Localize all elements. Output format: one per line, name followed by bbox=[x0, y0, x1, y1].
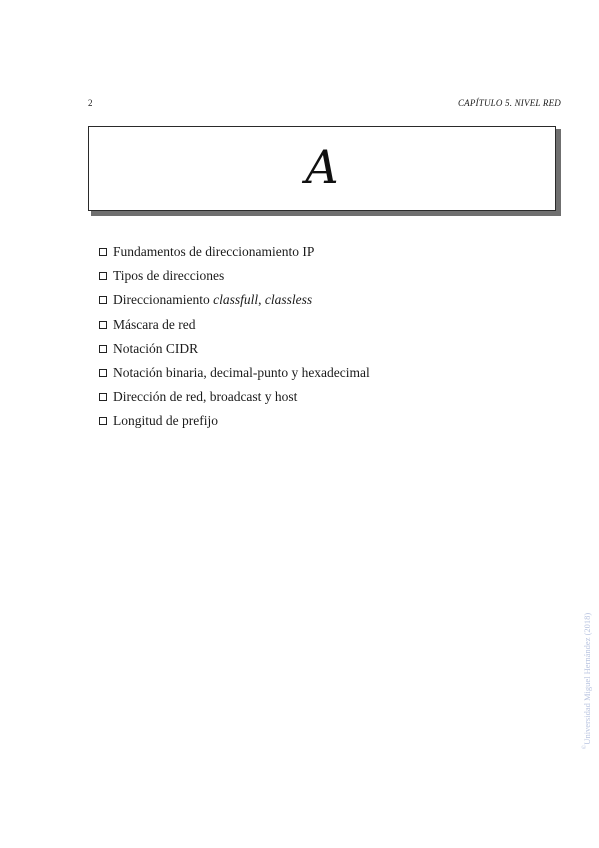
chapter-letter-box bbox=[88, 126, 556, 211]
copyright-watermark bbox=[582, 613, 592, 750]
topic-item bbox=[99, 361, 370, 385]
topic-label-italic-classless: classless bbox=[264, 292, 313, 308]
topic-label: Tipos de direcciones bbox=[113, 268, 225, 284]
copyright-symbol: © bbox=[582, 744, 589, 750]
chapter-letter: A bbox=[305, 140, 339, 194]
running-header: CAPÍTULO 5. NIVEL RED bbox=[457, 98, 561, 108]
checkbox-icon bbox=[99, 248, 107, 256]
topic-item bbox=[99, 409, 370, 433]
topic-label-prefix: Direccionamiento bbox=[113, 292, 214, 308]
topic-item bbox=[99, 240, 370, 264]
topic-label-separator: , bbox=[258, 292, 265, 308]
checkbox-icon bbox=[99, 296, 107, 304]
page-number: 2 bbox=[88, 98, 93, 108]
checkbox-icon bbox=[99, 417, 107, 425]
topic-label: Fundamentos de direccionamiento IP bbox=[113, 244, 315, 260]
topic-item bbox=[99, 385, 370, 409]
watermark-text: Universidad Miguel Hernández (2018) bbox=[582, 612, 592, 745]
topic-label: Máscara de red bbox=[113, 316, 196, 332]
checkbox-icon bbox=[99, 393, 107, 401]
checkbox-icon bbox=[99, 345, 107, 353]
checkbox-icon bbox=[99, 272, 107, 280]
topic-label: Dirección de red, broadcast y host bbox=[113, 389, 298, 405]
topic-label: Notación binaria, decimal-punto y hexadecimal bbox=[113, 365, 370, 381]
topic-item bbox=[99, 288, 370, 312]
checkbox-icon bbox=[99, 321, 107, 329]
topic-item bbox=[99, 264, 370, 288]
topic-label: Notación CIDR bbox=[113, 340, 199, 356]
topic-label-italic-classfull: classfull bbox=[213, 292, 259, 308]
topic-list bbox=[99, 240, 370, 434]
topic-item bbox=[99, 337, 370, 361]
topic-label: Longitud de prefijo bbox=[113, 413, 218, 429]
checkbox-icon bbox=[99, 369, 107, 377]
topic-item bbox=[99, 313, 370, 337]
topic-label bbox=[113, 292, 312, 308]
